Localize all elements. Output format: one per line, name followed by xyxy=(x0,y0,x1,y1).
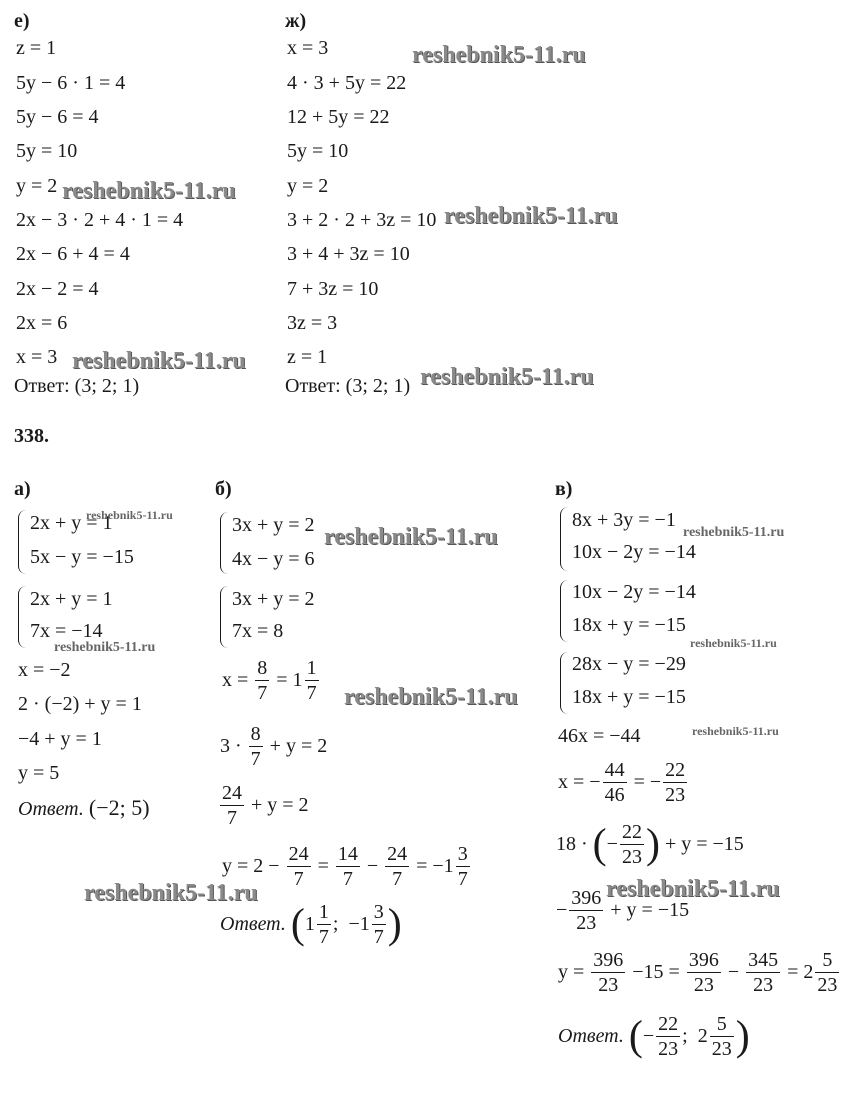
section-e-line: 2x = 6 xyxy=(16,312,68,334)
watermark: reshebnik5-11.ru xyxy=(420,364,594,390)
system-brace xyxy=(220,512,229,574)
part-v-line: 46x = −44 xyxy=(558,725,641,747)
section-e-line: 2x − 3 · 2 + 4 · 1 = 4 xyxy=(16,209,184,231)
part-a-answer xyxy=(18,796,150,821)
section-e-line: 5y = 10 xyxy=(16,140,78,162)
section-e-line: x = 3 xyxy=(16,346,58,368)
part-v-sub2-line: − $\frac{396}{23}$ + y = −15 xyxy=(556,887,690,934)
part-v-answer: Ответ. (− $\frac{22}{23}$ ; 2 $\frac{5}{23}$ ) xyxy=(558,1013,750,1060)
section-zh-line: y = 2 xyxy=(287,175,329,197)
part-v-system-2 xyxy=(560,580,730,642)
section-e-line: 5y − 6 · 1 = 4 xyxy=(16,72,126,94)
system-row: 18x + y = −15 xyxy=(572,614,686,636)
part-a-line: 2 · (−2) + y = 1 xyxy=(18,693,142,715)
watermark: reshebnik5-11.ru xyxy=(54,640,156,655)
section-zh-answer: Ответ: (3; 2; 1) xyxy=(285,375,411,397)
part-v-y-line: y = $\frac{396}{23}$ −15 = $\frac{396}{23}$ − $\frac{345}{23}$ = 2 $\frac{5}{23}$ xyxy=(558,949,838,996)
section-zh-line: 3z = 3 xyxy=(287,312,338,334)
section-zh-line: 3 + 4 + 3z = 10 xyxy=(287,243,410,265)
part-v-x-line: x = − $\frac{44}{46}$ = − $\frac{22}{23}$ xyxy=(558,759,686,806)
watermark: reshebnik5-11.ru xyxy=(690,636,777,650)
answer-value: (−2; 5) xyxy=(88,795,150,820)
watermark: reshebnik5-11.ru xyxy=(606,876,780,902)
section-e-answer: Ответ: (3; 2; 1) xyxy=(14,375,140,397)
problem-number: 338. xyxy=(14,425,49,447)
part-a-header: а) xyxy=(14,478,31,500)
system-row: 2x + y = 1 xyxy=(30,588,113,610)
section-zh-line: 12 + 5y = 22 xyxy=(287,106,390,128)
system-brace xyxy=(18,510,27,574)
section-zh-line: 3 + 2 · 2 + 3z = 10 xyxy=(287,209,437,231)
part-b-answer: Ответ. (1 $\frac{1}{7}$ ; −1 $\frac{3}{7}$ ) xyxy=(220,901,402,948)
answer-label: Ответ. xyxy=(558,1025,624,1047)
section-zh-header: ж) xyxy=(285,10,307,32)
watermark: reshebnik5-11.ru xyxy=(412,42,586,68)
system-row: 2x + y = 1 xyxy=(30,512,113,534)
watermark: reshebnik5-11.ru xyxy=(324,524,498,550)
part-a-line: x = −2 xyxy=(18,659,71,681)
system-row: 28x − y = −29 xyxy=(572,653,686,675)
section-zh-line: 4 · 3 + 5y = 22 xyxy=(287,72,407,94)
watermark: reshebnik5-11.ru xyxy=(86,508,173,522)
fraction: $\frac{1}{7}$ xyxy=(306,657,317,704)
system-brace xyxy=(560,580,569,642)
system-row: 10x − 2y = −14 xyxy=(572,581,696,603)
system-row: 8x + 3y = −1 xyxy=(572,509,676,531)
system-row: 7x = −14 xyxy=(30,620,103,642)
part-b-sub-line: 3 · $\frac{8}{7}$ + y = 2 xyxy=(220,723,328,770)
watermark: reshebnik5-11.ru xyxy=(84,880,258,906)
part-b-system-2 xyxy=(220,586,370,648)
system-row: 3x + y = 2 xyxy=(232,588,315,610)
system-brace xyxy=(560,652,569,714)
system-brace xyxy=(560,507,569,571)
section-zh-line: 7 + 3z = 10 xyxy=(287,278,379,300)
part-a-line: y = 5 xyxy=(18,762,60,784)
watermark: reshebnik5-11.ru xyxy=(344,684,518,710)
fraction: $\frac{24}{7}$ xyxy=(222,782,242,829)
part-b-y-line: y = 2 − $\frac{24}{7}$ = $\frac{14}{7}$ − $\frac{24}{7}$ = −1 $\frac{3}{7}$ xyxy=(222,843,468,890)
part-a-line: −4 + y = 1 xyxy=(18,728,102,750)
system-row: 4x − y = 6 xyxy=(232,548,315,570)
section-zh-line: x = 3 xyxy=(287,37,329,59)
watermark: reshebnik5-11.ru xyxy=(444,203,618,229)
section-e-line: y = 2 xyxy=(16,175,58,197)
watermark: reshebnik5-11.ru xyxy=(62,178,236,204)
part-v-system-3 xyxy=(560,652,730,714)
system-brace xyxy=(220,586,229,648)
fraction: $\frac{8}{7}$ xyxy=(257,657,268,704)
answer-label: Ответ. xyxy=(220,913,286,935)
part-b-x-line: x = $\frac{8}{7}$ = 1 $\frac{1}{7}$ xyxy=(222,657,317,704)
section-e-line: z = 1 xyxy=(16,37,57,59)
section-e-line: 5y − 6 = 4 xyxy=(16,106,99,128)
part-b-header: б) xyxy=(215,478,232,500)
system-brace xyxy=(18,586,27,648)
part-v-sub-line: 18 · (− $\frac{22}{23}$ ) + y = −15 xyxy=(556,821,744,868)
section-e-line: 2x − 6 + 4 = 4 xyxy=(16,243,130,265)
watermark: reshebnik5-11.ru xyxy=(692,724,779,738)
part-b-sum-line: $\frac{24}{7}$ + y = 2 xyxy=(222,782,309,829)
answer-label: Ответ. xyxy=(18,798,84,820)
section-e-header: е) xyxy=(14,10,30,32)
watermark: reshebnik5-11.ru xyxy=(72,348,246,374)
system-row: 3x + y = 2 xyxy=(232,514,315,536)
section-zh-line: z = 1 xyxy=(287,346,328,368)
part-a-system-2 xyxy=(18,586,188,648)
section-e-line: 2x − 2 = 4 xyxy=(16,278,99,300)
system-row: 5x − y = −15 xyxy=(30,546,134,568)
section-zh-line: 5y = 10 xyxy=(287,140,349,162)
system-row: 10x − 2y = −14 xyxy=(572,541,696,563)
fraction: $\frac{8}{7}$ xyxy=(250,723,261,770)
watermark: reshebnik5-11.ru xyxy=(683,525,785,540)
part-v-header: в) xyxy=(555,478,573,500)
system-row: 18x + y = −15 xyxy=(572,686,686,708)
system-row: 7x = 8 xyxy=(232,620,284,642)
